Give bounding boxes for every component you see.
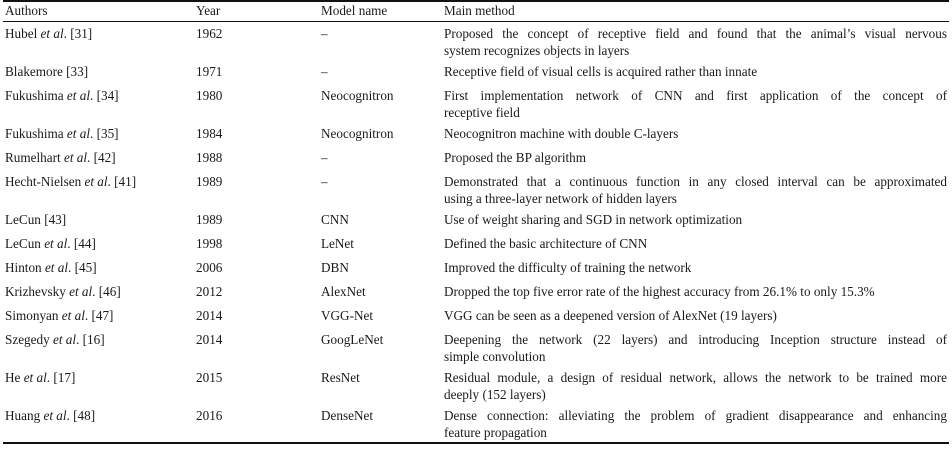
table-row [3,328,949,366]
method-line-1: VGG can be seen as a deepened version of AlexNet (19 layers) [444,308,777,323]
header-year: Year [196,3,221,19]
cell-model-name: VGG-Net [321,308,374,323]
cell-model-name: GoogLeNet [321,332,384,347]
cell-model-name: – [321,26,328,41]
table-row [3,122,949,146]
cell-author [3,150,196,167]
cell-year: 1980 [196,88,223,103]
cell-model-name: AlexNet [321,284,366,299]
author-reference: . [41] [107,174,137,189]
table-row [3,256,949,280]
cell-main-method [444,26,949,59]
cell-main-method [444,332,949,365]
cell-year: 2016 [196,408,223,423]
author-reference: . [44] [67,236,96,251]
table-row [3,366,949,404]
table-row [3,232,949,256]
cell-author [3,308,196,325]
author-name: Hinton [5,260,42,275]
methods-table [3,0,949,444]
table-body [3,22,949,442]
author-et-al: et al [69,284,93,299]
cell-author [3,88,196,105]
cell-model-name: Neocognitron [321,88,394,103]
table-row [3,170,949,208]
cell-model-name: – [321,64,328,79]
cell-year: 2014 [196,332,223,347]
method-line-2: simple convolution [444,348,546,364]
method-line-1: Receptive field of visual cells is acquired rather than innate [444,64,758,79]
author-et-al: et al [66,88,90,103]
method-line-1: Residual module, a design of residual network, allows the network to be trained more [444,370,947,385]
cell-year: 1998 [196,236,223,251]
author-reference: . [46] [92,284,121,299]
cell-year: 1988 [196,150,223,165]
cell-main-method [444,236,949,253]
method-line-1: Improved the difficulty of training the network [444,260,692,275]
author-et-al: et al [23,370,47,385]
header-authors: Authors [5,3,48,19]
cell-year: 1989 [196,174,223,189]
cell-year: 2014 [196,308,223,323]
table-row [3,280,949,304]
author-name: Fukushima [5,88,64,103]
cell-author [3,284,196,301]
author-name: Krizhevsky [5,284,66,299]
author-reference: . [42] [87,150,116,165]
method-line-1: Dropped the top five error rate of the highest accuracy from 26.1% to only 15.3% [444,284,875,299]
method-line-1: Proposed the concept of receptive field and found that the animal’s visual nervous [444,26,947,41]
author-reference: . [35] [90,126,119,141]
table-bottom-rule [3,442,949,444]
method-line-1: First implementation network of CNN and first application of the concept of [444,88,947,103]
cell-main-method [444,370,949,403]
cell-model-name: LeNet [321,236,354,251]
author-reference: . [17] [46,370,76,385]
cell-main-method [444,88,949,121]
author-reference: . [34] [90,88,119,103]
cell-model-name: DenseNet [321,408,373,423]
author-name: Fukushima [5,126,64,141]
author-name: Blakemore [33] [5,64,89,79]
author-name: Hubel [5,26,38,41]
cell-year: 1971 [196,64,223,79]
cell-model-name: – [321,174,328,189]
cell-year: 1989 [196,212,223,227]
method-line-1: Dense connection: alleviating the problem of gradient disappearance and enhancing [444,408,947,423]
cell-main-method [444,308,949,325]
method-line-2: feature propagation [444,424,547,440]
method-line-2: receptive field [444,104,520,120]
header-main-method: Main method [444,3,515,19]
author-name: LeCun [43] [5,212,67,227]
cell-author [3,212,196,229]
cell-main-method [444,150,949,167]
table-row [3,84,949,122]
author-et-al: et al [61,308,85,323]
author-name: Simonyan [5,308,59,323]
author-name: LeCun [5,236,41,251]
author-name: Rumelhart [5,150,61,165]
author-et-al: et al [40,26,64,41]
method-line-1: Demonstrated that a continuous function in any closed interval can be approximated [444,174,947,189]
author-name: Szegedy [5,332,50,347]
cell-main-method [444,64,949,81]
author-et-al: et al [84,174,108,189]
author-reference: . [16] [76,332,105,347]
cell-year: 1984 [196,126,223,141]
cell-year: 2006 [196,260,223,275]
author-name: He [5,370,21,385]
author-et-al: et al [63,150,88,165]
cell-author [3,126,196,143]
author-name: Huang [5,408,41,423]
cell-main-method [444,284,949,301]
method-line-1: Proposed the BP algorithm [444,150,587,165]
header-model-name: Model name [321,3,388,19]
cell-author [3,408,196,425]
cell-main-method [444,174,949,207]
method-line-2: system recognizes objects in layers [444,42,630,58]
cell-main-method [444,260,949,277]
author-reference: . [31] [63,26,93,41]
cell-main-method [444,126,949,143]
cell-author [3,370,196,387]
cell-year: 2012 [196,284,223,299]
cell-author [3,236,196,253]
author-et-al: et al [43,408,67,423]
author-reference: . [47] [84,308,114,323]
cell-main-method [444,212,949,229]
table-row [3,146,949,170]
author-et-al: et al [44,236,68,251]
author-et-al: et al [52,332,77,347]
author-et-al: et al [66,126,90,141]
author-reference: . [45] [68,260,97,275]
method-line-1: Use of weight sharing and SGD in network optimization [444,212,743,227]
author-name: Hecht-Nielsen [5,174,82,189]
author-et-al: et al [44,260,69,275]
cell-model-name: CNN [321,212,349,227]
cell-model-name: DBN [321,260,349,275]
cell-author [3,174,196,191]
author-reference: . [48] [66,408,96,423]
cell-year: 2015 [196,370,223,385]
cell-model-name: Neocognitron [321,126,394,141]
cell-model-name: – [321,150,328,165]
cell-author [3,64,196,81]
method-line-2: deeply (152 layers) [444,386,546,402]
table-row [3,208,949,232]
cell-author [3,332,196,349]
method-line-1: Defined the basic architecture of CNN [444,236,648,251]
table-row [3,404,949,442]
table-header-row [3,2,949,21]
cell-author [3,26,196,43]
cell-model-name: ResNet [321,370,360,385]
method-line-2: using a three-layer network of hidden layers [444,190,677,206]
cell-main-method [444,408,949,441]
cell-year: 1962 [196,26,223,41]
method-line-1: Neocognitron machine with double C-layers [444,126,679,141]
cell-author [3,260,196,277]
table-row [3,60,949,84]
table-row [3,22,949,60]
table-row [3,304,949,328]
method-line-1: Deepening the network (22 layers) and introducing Inception structure instead of [444,332,947,347]
